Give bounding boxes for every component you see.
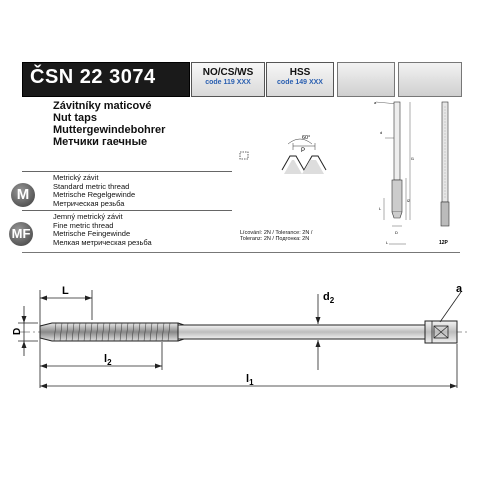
product-name-ru: Метчики гаечные: [53, 136, 148, 148]
thread-desc: Metrický závit: [53, 173, 99, 182]
product-names: [53, 100, 213, 148]
svg-text:d: d: [380, 130, 383, 135]
material-box-hss: [266, 62, 334, 97]
tolerance-line: Lícování: 2N / Tolerance: 2N /: [240, 230, 313, 236]
svg-text:L: L: [386, 240, 389, 245]
thread-type-m: [53, 174, 223, 208]
svg-text:D: D: [395, 230, 398, 235]
thread-desc: Metrische Feingewinde: [53, 229, 131, 239]
material-label: NO/CS/WS: [202, 67, 254, 78]
thread-desc: Metrische Regelgewinde: [53, 190, 136, 200]
row-divider: [22, 210, 232, 211]
dim-L: L: [62, 285, 69, 297]
thread-desc: Standard metric thread: [53, 181, 130, 191]
product-name-cz: Závitníky maticové: [53, 100, 152, 112]
svg-text:L: L: [379, 206, 382, 211]
thread-desc: Fine metric thread: [53, 220, 114, 230]
tolerance-line: Toleranz: 2N / Подгонка: 2N: [240, 236, 310, 242]
dim-l2: $l_2$: [104, 353, 112, 367]
thread-type-mf: [53, 213, 223, 247]
thread-desc: Мелкая метрическая резьба: [53, 237, 152, 247]
product-name-de: Muttergewindebohrer: [53, 124, 166, 136]
dim-d2: $d_2$: [323, 291, 335, 305]
main-tap-drawing: [0, 270, 480, 410]
blank-header-box: [398, 62, 462, 97]
material-box-nocsws: [191, 62, 265, 97]
svg-text:l1: l1: [411, 156, 415, 161]
svg-text:l2: l2: [407, 198, 411, 203]
thread-profile-drawing: [230, 130, 340, 185]
row-divider: [22, 171, 232, 172]
standard-title: ČSN 22 3074: [30, 66, 156, 88]
product-name-en: Nut taps: [53, 112, 97, 124]
angle-label: 60°: [302, 135, 311, 141]
material-code: code 149 XXX: [277, 79, 323, 86]
dim-l1: $l_1$: [246, 373, 254, 387]
thread-desc: Jemný metrický závit: [53, 212, 123, 221]
badge-m: M: [11, 183, 35, 207]
badge-mf: MF: [9, 222, 33, 246]
blank-header-box: [337, 62, 395, 97]
thread-desc: Метрическая резьба: [53, 198, 125, 208]
pitch-label: P: [301, 148, 306, 154]
tap-technical-views: [370, 98, 460, 250]
dim-D: D: [12, 327, 23, 335]
material-label: HSS: [289, 67, 311, 78]
svg-text:a: a: [374, 100, 377, 105]
tolerance-note: [240, 230, 370, 242]
dim-a: a: [456, 283, 463, 295]
material-code: code 119 XXX: [205, 79, 251, 86]
label-12p: 12P: [439, 240, 448, 246]
